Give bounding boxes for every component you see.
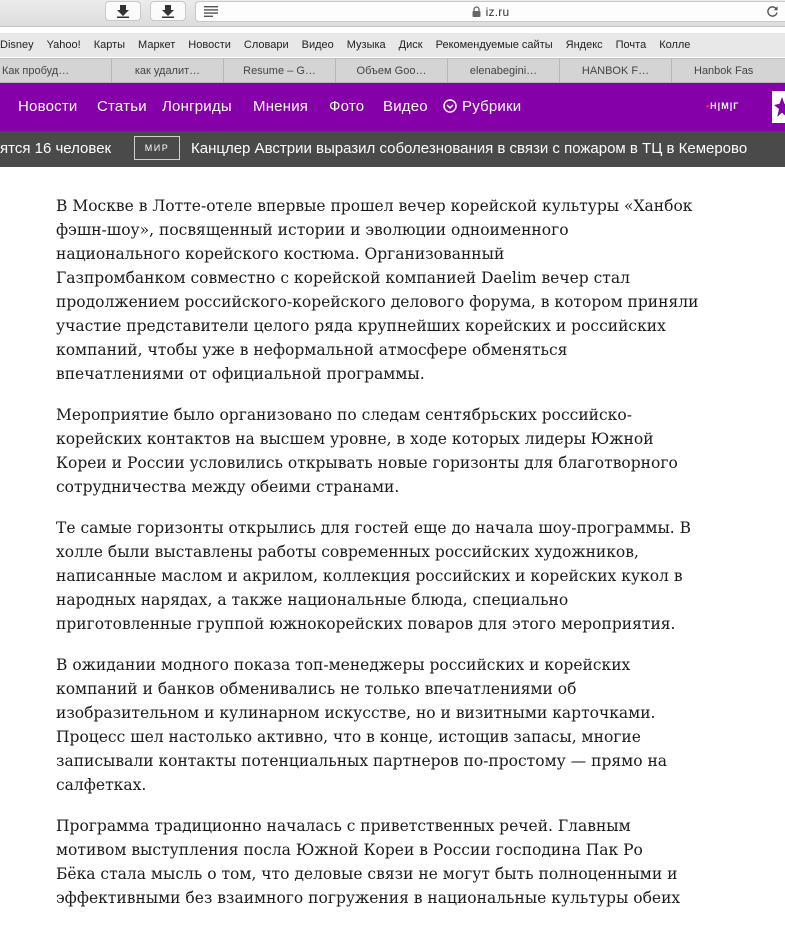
favorite-link[interactable]: Рекомендуемые сайты [435, 39, 553, 51]
browser-toolbar [0, 0, 785, 27]
favorite-link[interactable]: Disney [0, 39, 34, 51]
article-line: изобразительном и кулинарном искусстве, но и визитными карточками. [56, 704, 656, 722]
article-line: Кореи и России условились открывать новые горизонты для благотворного [56, 454, 678, 472]
browser-tab[interactable]: elenabegini… [448, 59, 560, 83]
article-line: народных нарядах, а также национальные блюда, специально [56, 591, 569, 609]
article-line: мотивом выступления посла Южной Кореи в России господина Пак Ро [56, 841, 643, 859]
ticker-prev-item[interactable]: ятся 16 человек [0, 140, 112, 157]
article-line: компаний и банков обменивались не только впечатлениями об [56, 680, 577, 698]
nav-video[interactable]: Видео [383, 98, 428, 115]
nav-longreads[interactable]: Лонгриды [162, 98, 232, 115]
browser-tab[interactable]: Hanbok Fas [694, 65, 754, 77]
article-line: Газпромбанком совместно с корейской компанией Daelim вечер стал [56, 269, 630, 287]
article-paragraph [56, 814, 706, 910]
article-line: эффективными без взаимного погружения в национальные культуры обеих [56, 889, 681, 907]
article-line: продолжением российского-корейского делового форума, в котором приняли [56, 293, 699, 311]
browser-tab[interactable]: Как пробуд… [0, 59, 112, 83]
url-display[interactable] [196, 5, 785, 19]
article-line: фэшн-шоу», посвященный истории и эволюции одноименного [56, 221, 569, 239]
nav-opinions[interactable]: Мнения [253, 98, 309, 115]
favorite-link[interactable]: Новости [188, 39, 231, 51]
brand-letter: М [721, 101, 730, 111]
rubrics-icon[interactable] [443, 99, 457, 113]
reload-icon[interactable] [766, 5, 779, 18]
article-line: национального корейского костюма. Организованный [56, 245, 505, 263]
ticker-headline[interactable]: Канцлер Австрии выразил соболезнования в связи с пожаром в ТЦ в Кемерово [191, 140, 748, 157]
brand-letter: Г [733, 101, 740, 111]
nav-rubrics[interactable]: Рубрики [462, 98, 522, 115]
favorite-link[interactable]: Музыка [346, 39, 386, 51]
ticker-category-badge: МИР [134, 136, 180, 160]
article-line: Те самые горизонты открылись для гостей еще до начала шоу-программы. В [56, 519, 692, 537]
favorite-link[interactable]: Почта [615, 39, 647, 51]
address-bar[interactable] [195, 1, 785, 22]
article-line: салфетках. [56, 776, 147, 794]
browser-tab[interactable]: как удалит… [112, 59, 224, 83]
url-text: iz.ru [485, 5, 510, 19]
favorite-link[interactable]: Видео [301, 39, 334, 51]
nav-articles[interactable]: Статьи [97, 98, 147, 115]
article-line: компаний, чтобы уже в неформальной атмосфере обменяться [56, 341, 568, 359]
download-arrow-icon [116, 4, 130, 18]
nav-photo[interactable]: Фото [329, 98, 365, 115]
favorite-link[interactable]: Словари [243, 39, 289, 51]
article-line: сотрудничества между обеими странами. [56, 478, 400, 496]
news-ticker[interactable] [0, 131, 785, 167]
article-line: Программа традиционно началась с приветственных речей. Главным [56, 817, 631, 835]
article-line: написанные маслом и акрилом, коллекция российских и корейских кукол в [56, 567, 683, 585]
article-body [56, 194, 706, 927]
article-line: холле были выставлены работы современных российских художников, [56, 543, 639, 561]
article-line: В ожидании модного показа топ-менеджеры российских и корейских [56, 656, 631, 674]
article-paragraph [56, 516, 706, 636]
article-line: Бёка стала мысль о том, что деловые связи не могут быть полноценными и [56, 865, 678, 883]
site-logo[interactable] [772, 91, 785, 123]
article-paragraph [56, 653, 706, 797]
article-line: Процесс шел настолько активно, что в конце, истощив запасы, многие [56, 728, 641, 746]
article-line: участие представители целого ряда крупнейших корейских и российских [56, 317, 666, 335]
article-line: Мероприятие было организовано по следам сентябрьских российско- [56, 406, 632, 424]
article-line: В Москве в Лотте-отеле впервые прошел вечер корейской культуры «Ханбок [56, 197, 693, 215]
browser-tab[interactable]: HANBOK F… [560, 59, 672, 83]
favorite-link[interactable]: Колле [659, 39, 691, 51]
star-logo-icon [774, 97, 785, 117]
article-paragraph [56, 194, 706, 386]
browser-tab[interactable]: Resume – G… [224, 59, 336, 83]
favorites-bar [0, 33, 785, 57]
article-line: приготовленные группой южнокорейских поваров для этого мероприятия. [56, 615, 676, 633]
article-line: записывали контакты потенциальных партнеров по-простому — прямо на [56, 752, 668, 770]
browser-tab[interactable]: Объем Goo… [336, 59, 448, 83]
download-button[interactable] [105, 1, 141, 21]
download-button-2[interactable] [150, 1, 186, 21]
favorite-link[interactable]: Маркет [138, 39, 176, 51]
article-paragraph [56, 403, 706, 499]
tab-bar [0, 58, 785, 83]
nav-news[interactable]: Новости [18, 98, 78, 115]
favorite-link[interactable]: Диск [398, 39, 423, 51]
favorite-link[interactable]: Yahoo! [46, 39, 81, 51]
article-line: впечатлениями от официальной программы. [56, 365, 425, 383]
favorite-link[interactable]: Карты [93, 39, 126, 51]
lock-icon [472, 6, 481, 17]
favorite-link[interactable]: Яндекс [565, 39, 603, 51]
brand-letter: Н [710, 101, 718, 111]
nmg-brand[interactable]: •Н|М|Г [706, 101, 740, 111]
download-arrow-icon [161, 4, 175, 18]
brand-dot-icon: • [706, 101, 711, 111]
article-line: корейских контактов на высшем уровне, в ходе которых лидеры Южной [56, 430, 654, 448]
site-header [0, 83, 785, 131]
